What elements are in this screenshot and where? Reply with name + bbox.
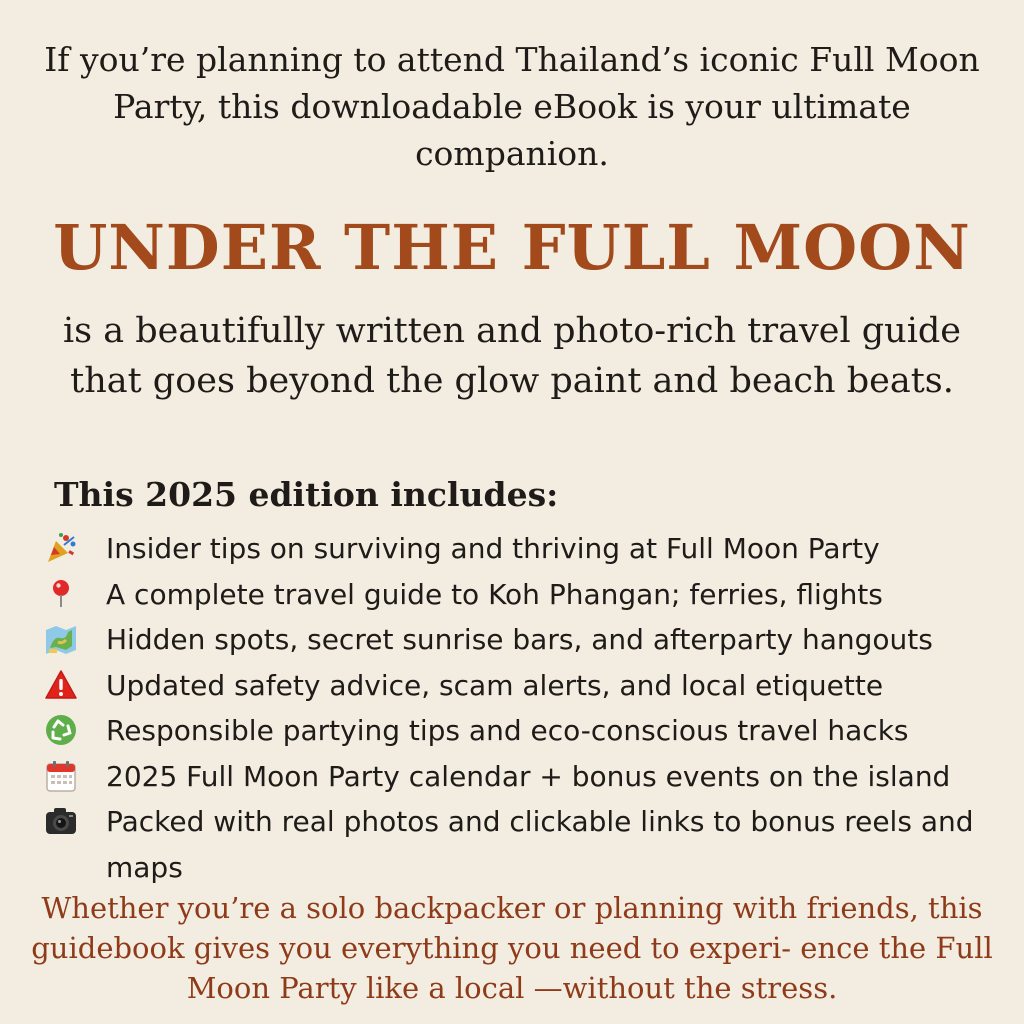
list-item xyxy=(44,572,1004,618)
calendar-icon xyxy=(44,759,78,793)
camera-icon xyxy=(44,804,78,838)
list-item xyxy=(44,663,1004,709)
feature-text: A complete travel guide to Koh Phangan; ferries, flights xyxy=(106,577,883,611)
feature-text: Hidden spots, secret sunrise bars, and afterparty hangouts xyxy=(106,623,933,656)
map-pin-icon xyxy=(44,577,78,611)
list-item xyxy=(44,617,1004,663)
recycle-icon xyxy=(44,713,78,747)
map-icon xyxy=(44,622,78,656)
feature-list xyxy=(44,526,1004,890)
feature-text: Updated safety advice, scam alerts, and local etiquette xyxy=(106,668,884,702)
feature-text: Responsible partying tips and eco-conscious travel hacks xyxy=(106,714,909,747)
feature-text: 2025 Full Moon Party calendar + bonus events on the island xyxy=(106,759,951,793)
list-item xyxy=(44,708,1004,754)
list-item xyxy=(44,526,1004,572)
list-item xyxy=(44,799,1004,890)
feature-text: Insider tips on surviving and thriving at Full Moon Party xyxy=(106,532,880,565)
edition-heading: This 2025 edition includes: xyxy=(54,475,559,514)
feature-text: Packed with real photos and clickable links to bonus reels and maps xyxy=(106,805,974,884)
closing-paragraph: Whether you’re a solo backpacker or planning with friends, this guidebook gives you everything you need to experi- ence the Full Moon Party like a local —without the stress. xyxy=(31,891,993,1005)
intro-paragraph: If you’re planning to attend Thailand’s iconic Full Moon Party, this downloadable eBook is your ultimate companion. xyxy=(44,40,980,173)
book-description: is a beautifully written and photo-rich travel guide that goes beyond the glow paint and beach beats. xyxy=(62,311,962,401)
warning-icon xyxy=(44,668,78,702)
party-popper-icon xyxy=(44,531,78,565)
list-item xyxy=(44,754,1004,800)
book-title: UNDER THE FULL MOON xyxy=(53,211,971,284)
